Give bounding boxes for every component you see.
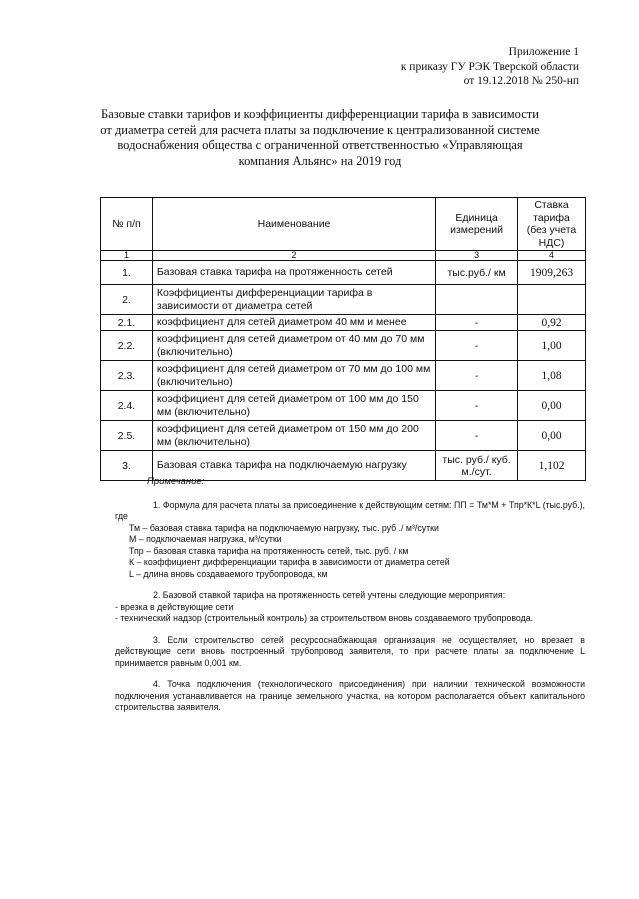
note-1-line: L – длина вновь создаваемого трубопровода, км: [129, 568, 328, 579]
appendix-line-1: Приложение 1: [508, 46, 579, 58]
note-2: [115, 590, 585, 625]
row-num: 3.: [101, 451, 153, 481]
appendix-line-2: к приказу ГУ РЭК Тверской области: [400, 60, 579, 73]
row-name: Базовая ставка тарифа на подключаемую нагрузку: [152, 451, 435, 481]
note-1-line: М – подключаемая нагрузка, м³/сутки: [129, 534, 282, 544]
table-row: [101, 261, 586, 285]
row-name: коэффициент для сетей диаметром от 70 мм до 100 мм (включительно): [152, 361, 435, 391]
row-name: коэффициент для сетей диаметром от 100 мм до 150 мм (включительно): [152, 391, 435, 421]
table-header-row: [101, 198, 586, 251]
row-unit: -: [436, 391, 518, 421]
row-unit: -: [436, 361, 518, 391]
table-row: [101, 315, 586, 331]
note-4: [115, 679, 585, 714]
row-value: 1,102: [518, 451, 586, 481]
index-cell: 2: [152, 251, 435, 261]
note-3-text: 3. Если строительство сетей ресурсоснабжающая организация не осуществляет, но врезает в действующие сети вновь построенный трубопровод заявителя, то при расчете платы за подключение L принимается равным 0,001 км.: [115, 634, 585, 668]
row-num: 2.4.: [101, 391, 153, 421]
index-cell: 1: [101, 251, 153, 261]
appendix-header: [401, 45, 579, 89]
row-value: 1,08: [518, 361, 586, 391]
row-num: 2.3.: [101, 361, 153, 391]
index-cell: 4: [518, 251, 586, 261]
row-value: 0,00: [518, 421, 586, 451]
notes-section: [115, 476, 585, 724]
row-value: 1909,263: [518, 261, 586, 285]
row-value: 0,92: [518, 315, 586, 331]
note-2-intro: 2. Базовой ставкой тарифа на протяженность сетей учтены следующие мероприятия:: [153, 590, 506, 600]
appendix-line-3: от 19.12.2018 № 250-нп: [463, 75, 579, 87]
row-name: Коэффициенты дифференциации тарифа в зависимости от диаметра сетей: [152, 285, 435, 315]
header-rate: Ставка тарифа (без учета НДС): [518, 198, 586, 251]
row-unit: -: [436, 315, 518, 331]
table-row: [101, 331, 586, 361]
index-cell: 3: [436, 251, 518, 261]
header-num: № п/п: [101, 198, 153, 251]
note-2-item: - врезка в действующие сети: [115, 601, 234, 612]
row-num: 2.1.: [101, 315, 153, 331]
row-unit: тыс.руб./ км: [436, 261, 518, 285]
notes-heading: Примечание:: [147, 476, 205, 487]
tariff-table: [100, 197, 586, 481]
table-row: [101, 285, 586, 315]
table-row: [101, 361, 586, 391]
row-num: 2.: [101, 285, 153, 315]
row-value: 1,00: [518, 331, 586, 361]
table-index-row: [101, 251, 586, 261]
row-name: коэффициент для сетей диаметром от 40 мм до 70 мм (включительно): [152, 331, 435, 361]
note-2-item: - технический надзор (строительный контроль) за строительством вновь создаваемого трубопровода.: [115, 613, 534, 623]
note-1-formula: 1. Формула для расчета платы за присоединение к действующим сетям: ПП = Тм*М + Тпр*К*L (тыс.руб.), где: [115, 499, 585, 521]
row-num: 2.2.: [101, 331, 153, 361]
document-title: Базовые ставки тарифов и коэффициенты дифференциации тарифа в зависимости от диаметра сетей для расчета платы за подключение к централизованной системе водоснабжения общества с ограниченной ответственностью «Управляющая компания Альянс» на 2019 год: [100, 107, 540, 168]
table-row: [101, 391, 586, 421]
note-1-line: К – коэффициент дифференциации тарифа в зависимости от диаметра сетей: [129, 557, 450, 567]
row-value: 0,00: [518, 391, 586, 421]
note-1-line: Тм – базовая ставка тарифа на подключаемую нагрузку, тыс. руб ./ м³/сутки: [129, 522, 439, 533]
note-1-line: Тпр – базовая ставка тарифа на протяженность сетей, тыс. руб. / км: [129, 545, 409, 556]
header-name: Наименование: [152, 198, 435, 251]
row-value: [518, 285, 586, 315]
row-name: коэффициент для сетей диаметром 40 мм и менее: [152, 315, 435, 331]
table-row: [101, 421, 586, 451]
note-4-text: 4. Точка подключения (технологического присоединения) при наличии технической возможности подключения устанавливается на границе земельного участка, на котором располагается объект капитального строительства заявителя.: [115, 679, 585, 712]
note-1: [115, 500, 585, 581]
header-unit: Единица измерений: [436, 198, 518, 251]
row-name: коэффициент для сетей диаметром от 150 мм до 200 мм (включительно): [152, 421, 435, 451]
row-num: 1.: [101, 261, 153, 285]
row-name: Базовая ставка тарифа на протяженность сетей: [152, 261, 435, 285]
row-unit: -: [436, 331, 518, 361]
row-num: 2.5.: [101, 421, 153, 451]
row-unit: тыс. руб./ куб. м./сут.: [436, 451, 518, 481]
note-3: [115, 635, 585, 670]
row-unit: [436, 285, 518, 315]
row-unit: -: [436, 421, 518, 451]
